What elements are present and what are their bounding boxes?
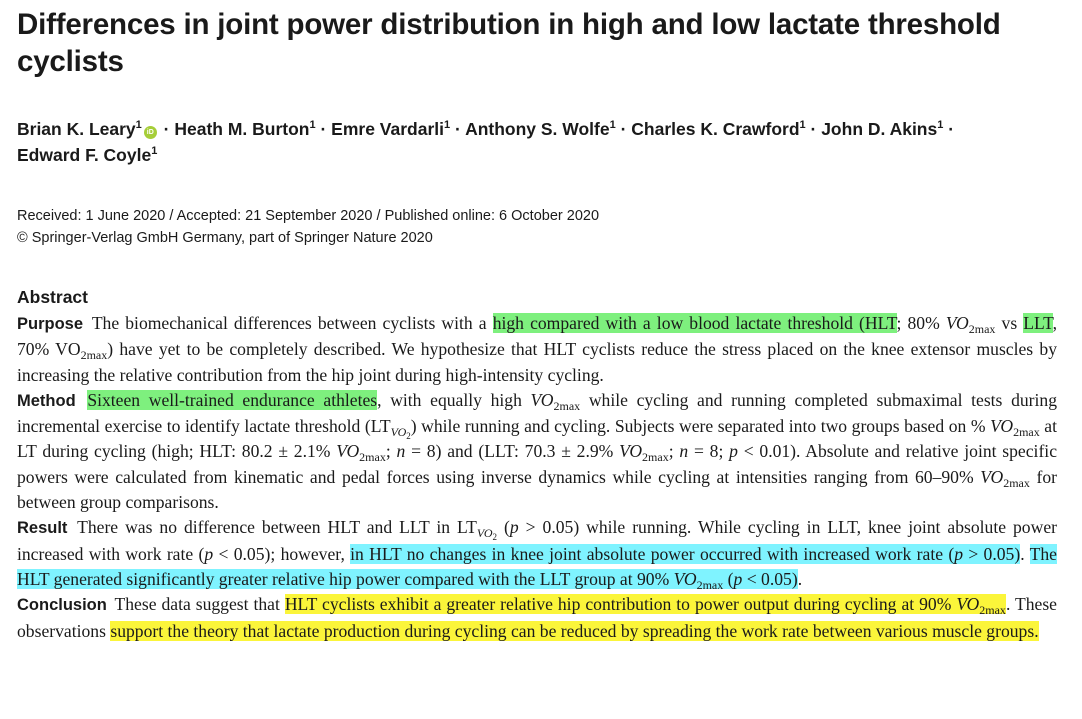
highlight-green: Sixteen well-trained endurance athletes [87, 389, 378, 410]
affiliation-mark: 1 [444, 119, 451, 131]
text-run: ( [723, 568, 734, 589]
text-run: . [1020, 543, 1030, 564]
text-run: ; [668, 441, 680, 462]
author-name[interactable]: Anthony S. Wolfe [465, 119, 610, 139]
abstract-purpose [17, 311, 1057, 388]
vo2-symbol: VO [530, 389, 554, 410]
text-run: HLT cyclists exhibit a greater relative hip contribution to power output during cycling at 90% [284, 594, 957, 615]
text-run: , with equally high [377, 389, 531, 410]
purpose-label: Purpose [17, 315, 84, 333]
text-run: , 70% VO [17, 313, 1058, 360]
subscript: 2max [968, 322, 996, 336]
text-run: = 8; [688, 441, 730, 462]
abstract-body [17, 311, 1057, 644]
affiliation-mark: 1 [609, 119, 616, 131]
author-separator: · [315, 119, 332, 139]
author-separator: · [805, 119, 822, 139]
text-run: < 0.05); however, [213, 543, 351, 564]
text-run: > 0.05) while running. While cycling in LLT, knee joint absolute power increased with work rate ( [17, 517, 1057, 564]
text-run: at LT during cycling (high; HLT: 80.2 ± 2.1% [17, 416, 1057, 462]
text-run: There was no difference between HLT and LLT in LT [77, 517, 477, 538]
highlight-green: LLT [1023, 313, 1053, 333]
author-separator: · [615, 119, 632, 139]
publication-dates [17, 205, 1067, 249]
subscript: 2max [1013, 425, 1040, 440]
affiliation-mark: 1 [937, 119, 944, 131]
result-label: Result [17, 519, 68, 538]
n-symbol: n [679, 441, 689, 462]
orcid-icon[interactable]: iD [144, 126, 157, 139]
text-run: ; [385, 441, 397, 462]
vo2-symbol: VO [673, 568, 697, 589]
subscript: 2max [1003, 475, 1030, 490]
author-separator: · [158, 119, 175, 139]
text-run: > 0.05) [963, 543, 1021, 564]
text-run: ; 80% [896, 313, 946, 333]
paper-title: Differences in joint power distribution in high and low lactate threshold cyclists [17, 8, 1001, 78]
text-run: for between group comparisons. [17, 466, 1057, 513]
author-name[interactable]: Emre Vardarli [331, 119, 445, 139]
text-run: The HLT generated significantly greater relative hip power compared with the LLT group at 90% [17, 543, 1057, 589]
text-run: = 8) and (LLT: 70.3 ± 2.9% [405, 441, 620, 462]
p-symbol: p [729, 441, 738, 462]
lt-subsubscript: 2 [406, 431, 411, 442]
text-run: vs [995, 313, 1024, 333]
author-separator: · [943, 119, 955, 139]
affiliation-mark: 1 [799, 119, 806, 131]
vo2-symbol: VO [956, 594, 980, 615]
text-run: These data suggest that [114, 594, 285, 615]
vo2-symbol: VO [945, 313, 969, 333]
highlight-yellow [284, 594, 1006, 618]
text-run: while cycling and running completed submaximal tests during incremental exercise to identify lactate threshold (LT [17, 389, 1057, 437]
highlight-green: high compared with a low blood lactate threshold (HLT [492, 313, 897, 333]
vo2-symbol: VO [336, 441, 360, 462]
dates-line: Received: 1 June 2020 / Accepted: 21 September 2020 / Published online: 6 October 2020 [17, 208, 600, 224]
vo2-symbol: VO [990, 416, 1014, 437]
p-symbol: p [204, 543, 214, 564]
author-name[interactable]: Edward F. Coyle [17, 145, 152, 165]
author-name[interactable]: Brian K. Leary [17, 119, 136, 139]
text-run: ( [497, 517, 510, 538]
subscript: 2max [80, 348, 108, 363]
vo2-symbol: VO [619, 441, 643, 462]
p-symbol: p [509, 517, 519, 538]
text-run: . [797, 568, 803, 589]
subscript: 2max [553, 398, 581, 413]
abstract-heading: Abstract [17, 287, 88, 307]
lt-subscript: VO [390, 425, 407, 440]
abstract-result [17, 515, 1057, 592]
conclusion-label: Conclusion [17, 596, 107, 615]
affiliation-mark: 1 [309, 119, 316, 131]
copyright-line: © Springer-Verlag GmbH Germany, part of Springer Nature 2020 [17, 230, 433, 246]
text-run: < 0.05) [742, 568, 798, 589]
abstract-conclusion [17, 592, 1057, 644]
vo2-symbol: VO [980, 466, 1004, 487]
affiliation-mark: 1 [151, 145, 158, 157]
subscript [476, 526, 498, 543]
n-symbol: n [396, 441, 406, 462]
abstract-method [17, 388, 1057, 515]
subscript: 2max [642, 450, 669, 465]
author-separator: · [450, 119, 466, 139]
highlight-cyan [350, 544, 1020, 564]
text-run: . These observations [17, 594, 1057, 641]
author-name[interactable]: Charles K. Crawford [631, 119, 800, 139]
p-symbol: p [954, 543, 963, 564]
subscript [390, 425, 411, 442]
subscript: 2max [359, 450, 386, 465]
subscript: 2max [696, 577, 724, 592]
method-label: Method [17, 391, 76, 410]
lt-subscript: VO [476, 526, 493, 541]
lt-subsubscript: 2 [492, 532, 498, 543]
p-symbol: p [733, 568, 743, 589]
author-name[interactable]: Heath M. Burton [174, 119, 310, 139]
affiliation-mark: 1 [135, 119, 142, 131]
text-run: ) while running and cycling. Subjects were separated into two groups based on % [410, 416, 991, 437]
text-run: ) have yet to be completely described. We hypothesize that HLT cyclists reduce the stress placed on the knee extensor muscles by increasing the relative contribution from the hip joint during high-intensity cycling. [17, 339, 1057, 385]
highlight-yellow: support the theory that lactate production during cycling can be reduced by spreading the work rate between various muscle groups. [110, 620, 1039, 641]
author-name[interactable]: John D. Akins [821, 119, 938, 139]
author-list [17, 116, 1067, 168]
text-run: < 0.01). Absolute and relative joint specific powers were calculated from kinematic and pedal forces using inverse dynamics while cycling at intensities ranging from 60–90% [17, 441, 1057, 487]
text-run: The biomechanical differences between cyclists with a [91, 313, 493, 333]
subscript: 2max [979, 603, 1006, 618]
text-run: in HLT no changes in knee joint absolute power occurred with increased work rate ( [350, 543, 955, 564]
